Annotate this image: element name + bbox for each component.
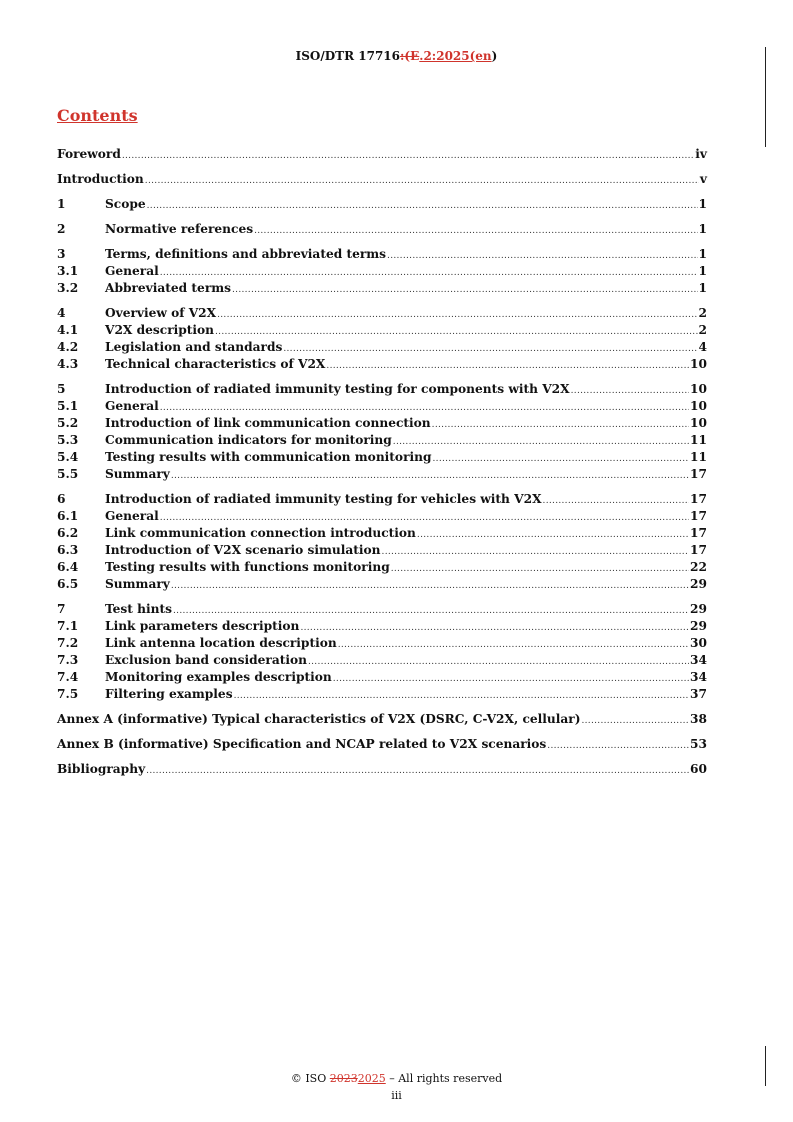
toc-dot-leader [432,420,689,430]
toc-entry[interactable] [57,737,707,754]
toc-entry-number: 4.3 [57,357,79,371]
toc-entry-page: 53 [690,737,707,751]
toc-entry-number: 5.4 [57,450,79,464]
toc-entry-title: Introduction of V2X scenario simulation [105,543,381,557]
toc-entry[interactable] [57,687,707,704]
toc-dot-leader [387,251,697,261]
toc-entry-number: 7.4 [57,670,79,684]
toc-entry-page: 17 [690,509,707,523]
toc-entry-title: General [105,399,159,413]
toc-entry-page: 10 [690,382,707,396]
toc-entry-number: 7.2 [57,636,79,650]
page-number: iii [391,1089,402,1102]
toc-dot-leader [391,564,689,574]
toc-dot-leader [547,741,689,751]
toc-entry-title: Legislation and standards [105,340,283,354]
toc-entry-title: Scope [105,197,146,211]
toc-entry-title: Testing results with communication monitoring [105,450,432,464]
toc-entry[interactable] [57,264,707,281]
toc-entry-title: Introduction of radiated immunity testing for vehicles with V2X [105,492,542,506]
toc-entry-title: Annex A (informative) Typical characteristics of V2X (DSRC, C-V2X, cellular) [57,712,581,726]
toc-entry-number: 5.1 [57,399,79,413]
toc-entry-page: 60 [690,762,707,776]
toc-entry-number: 6.3 [57,543,79,557]
toc-dot-leader [543,496,689,506]
toc-dot-leader [171,581,689,591]
toc-entry[interactable] [57,399,707,416]
toc-entry-page: 2 [698,306,707,320]
header-doc-id: ISO/DTR 17716 [295,49,400,63]
toc-entry-title: Testing results with functions monitoring [105,560,390,574]
toc-entry[interactable] [57,636,707,653]
toc-entry[interactable] [57,712,707,729]
toc-dot-leader [145,176,699,186]
toc-entry-title: General [105,509,159,523]
toc-dot-leader [234,691,689,701]
toc-entry-number: 1 [57,197,66,211]
header-deleted-text: :(E [400,49,420,63]
toc-entry[interactable] [57,382,707,399]
toc-entry[interactable] [57,619,707,636]
header-inserted-text: .2:2025(en [419,49,492,63]
toc-entry-number: 3 [57,247,66,261]
toc-entry-title: Summary [105,467,170,481]
toc-entry[interactable] [57,340,707,357]
toc-dot-leader [393,437,689,447]
toc-entry-page: 22 [690,560,707,574]
toc-entry[interactable] [57,247,707,264]
toc-entry-page: 17 [690,543,707,557]
toc-entry-page: 1 [698,281,707,295]
toc-entry[interactable] [57,306,707,323]
toc-entry[interactable] [57,281,707,298]
table-of-contents [57,147,707,779]
toc-entry[interactable] [57,433,707,450]
toc-entry-number: 5 [57,382,66,396]
toc-entry-title: Monitoring examples description [105,670,332,684]
toc-entry-page: 1 [698,247,707,261]
toc-dot-leader [215,327,698,337]
toc-entry-page: 17 [690,526,707,540]
toc-entry[interactable] [57,560,707,577]
toc-entry[interactable] [57,467,707,484]
toc-entry-number: 6.5 [57,577,79,591]
toc-entry-page: 4 [698,340,707,354]
toc-entry-page: 11 [690,450,707,464]
toc-entry-number: 6.4 [57,560,79,574]
toc-entry[interactable] [57,357,707,374]
toc-entry[interactable] [57,526,707,543]
toc-dot-leader [171,471,689,481]
footer-inserted-year: 2025 [357,1072,386,1085]
document-header [0,49,793,63]
toc-entry-page: 10 [690,416,707,430]
toc-dot-leader [254,226,697,236]
toc-entry-page: 29 [690,602,707,616]
toc-entry[interactable] [57,762,707,779]
toc-dot-leader [232,285,698,295]
toc-entry-title: Introduction of link communication connection [105,416,431,430]
toc-entry-title: Filtering examples [105,687,233,701]
toc-entry-title: Abbreviated terms [105,281,231,295]
toc-entry[interactable] [57,147,707,164]
toc-entry-page: 29 [690,619,707,633]
toc-dot-leader [173,606,689,616]
toc-entry-number: 3.2 [57,281,79,295]
toc-entry-number: 7.3 [57,653,79,667]
copyright-footer [0,1072,793,1085]
toc-dot-leader [326,361,689,371]
toc-entry-title: Bibliography [57,762,146,776]
toc-entry-number: 4.1 [57,323,79,337]
toc-entry-title: General [105,264,159,278]
toc-entry-title: Test hints [105,602,173,616]
toc-dot-leader [146,766,689,776]
toc-entry-page: 1 [698,264,707,278]
toc-entry-number: 5.5 [57,467,79,481]
toc-entry-page: 37 [690,687,707,701]
toc-entry-title: Link parameters description [105,619,300,633]
toc-entry-number: 7.1 [57,619,79,633]
toc-entry-number: 7.5 [57,687,79,701]
toc-dot-leader [160,403,689,413]
contents-heading: Contents [57,106,138,125]
toc-dot-leader [160,513,689,523]
footer-prefix: © ISO [290,1072,330,1085]
toc-entry-title: Terms, definitions and abbreviated terms [105,247,387,261]
toc-entry-title: Link communication connection introduction [105,526,416,540]
toc-entry-number: 4.2 [57,340,79,354]
toc-entry-page: 29 [690,577,707,591]
toc-entry-title: Foreword [57,147,121,161]
toc-entry-number: 6 [57,492,66,506]
toc-dot-leader [571,386,689,396]
toc-entry[interactable] [57,602,707,619]
toc-entry-number: 3.1 [57,264,79,278]
toc-entry-number: 6.2 [57,526,79,540]
toc-entry-title: Introduction of radiated immunity testing for components with V2X [105,382,570,396]
toc-entry[interactable] [57,416,707,433]
toc-entry[interactable] [57,492,707,509]
toc-entry[interactable] [57,323,707,340]
toc-entry-title: Exclusion band consideration [105,653,307,667]
toc-dot-leader [122,151,694,161]
toc-entry[interactable] [57,197,707,214]
toc-dot-leader [433,454,690,464]
header-closing: ) [491,49,498,63]
footer-suffix: – All rights reserved [385,1072,503,1085]
toc-entry-page: 17 [690,492,707,506]
toc-entry-number: 5.2 [57,416,79,430]
toc-entry[interactable] [57,543,707,560]
toc-dot-leader [217,310,697,320]
toc-entry-title: Annex B (informative) Specification and NCAP related to V2X scenarios [57,737,547,751]
toc-entry-number: 6.1 [57,509,79,523]
toc-entry-page: 2 [698,323,707,337]
toc-entry-page: 11 [690,433,707,447]
toc-entry-page: 10 [690,399,707,413]
toc-entry[interactable] [57,670,707,687]
toc-entry-number: 5.3 [57,433,79,447]
toc-entry-page: 1 [698,222,707,236]
toc-dot-leader [160,268,698,278]
footer-deleted-year: 2023 [329,1072,358,1085]
toc-dot-leader [581,716,689,726]
toc-entry-title: Communication indicators for monitoring [105,433,392,447]
toc-entry-title: Introduction [57,172,144,186]
toc-dot-leader [338,640,689,650]
toc-dot-leader [283,344,697,354]
toc-dot-leader [333,674,689,684]
toc-dot-leader [382,547,690,557]
toc-entry-page: 34 [690,670,707,684]
toc-entry-title: Summary [105,577,170,591]
toc-entry[interactable] [57,509,707,526]
toc-entry[interactable] [57,172,707,189]
toc-entry-page: 38 [690,712,707,726]
toc-entry-page: 34 [690,653,707,667]
toc-entry-title: Technical characteristics of V2X [105,357,326,371]
toc-entry-title: V2X description [105,323,215,337]
toc-entry-page: 10 [690,357,707,371]
toc-entry-title: Overview of V2X [105,306,217,320]
toc-entry[interactable] [57,222,707,239]
toc-dot-leader [308,657,689,667]
toc-entry[interactable] [57,577,707,594]
toc-dot-leader [417,530,689,540]
toc-entry-page: 1 [698,197,707,211]
toc-dot-leader [147,201,698,211]
toc-entry-page: iv [695,147,707,161]
toc-entry-title: Link antenna location description [105,636,337,650]
toc-entry-number: 7 [57,602,66,616]
toc-entry-number: 4 [57,306,66,320]
toc-entry-page: 17 [690,467,707,481]
toc-entry-page: 30 [690,636,707,650]
toc-entry-number: 2 [57,222,66,236]
toc-dot-leader [300,623,689,633]
toc-entry-title: Normative references [105,222,254,236]
toc-entry-page: v [699,172,707,186]
toc-entry[interactable] [57,653,707,670]
toc-entry[interactable] [57,450,707,467]
